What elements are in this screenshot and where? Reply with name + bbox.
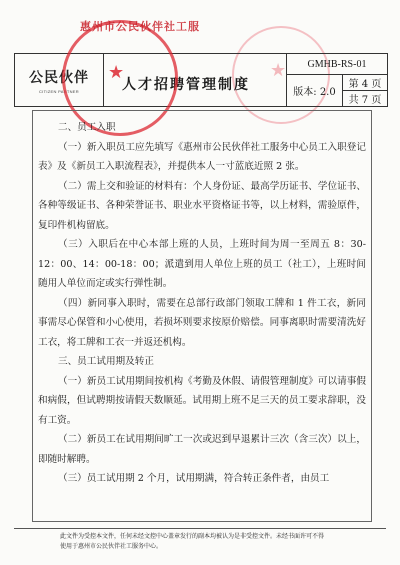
- paragraph: （三）入职后在中心本部上班的人员，上班时间为周一至周五 8：30-12：00、14：00-18：00；派遣到用人单位上班的员工（社工），上班时间随用人单位而定或实行弹性制。: [38, 239, 366, 289]
- footer-notice: [60, 532, 360, 552]
- paragraph: （四）新同事入职时，需要在总部行政部门领取工牌和 1 件工衣，新同事需尽心保管和小心使用，若损坏则要求按原价赔偿。同事离职时需要清洗好工衣，将工牌和工衣一并返还机构。: [38, 297, 366, 348]
- page-number: 第 4 页: [343, 75, 387, 91]
- paragraph: （一）新员工试用期间按机构《考勤及休假、请假管理制度》可以请事假和病假，但试聘期按请假天数顺延。试用期上班不足三天的员工要求辞职，没有工资。: [38, 375, 366, 426]
- section-heading: 二、员工入职: [58, 122, 116, 133]
- seal-star-icon: ★: [108, 62, 125, 83]
- paragraph: （三）员工试用期 2 个月，试用期满，符合转正条件者，由员工: [58, 473, 330, 484]
- total-pages: 共 7 页: [348, 95, 382, 106]
- version-label: 版本: 2.0: [287, 75, 343, 106]
- paragraph: （一）新入职员工应先填写《惠州市公民伙伴社工服务中心员工入职登记表》及《新员工入职流程表》，并提供本人一寸蓝底近照 2 张。: [38, 141, 366, 172]
- document-body: [38, 118, 366, 489]
- document-code: GMHB-RS-01: [287, 54, 387, 75]
- seal-star-icon: ★: [270, 60, 287, 81]
- paragraph: （二）新员工在试用期间旷工一次或迟到早退累计三次（含三次）以上，即随时解聘。: [38, 434, 366, 465]
- section-heading: 三、员工试用期及转正: [58, 356, 154, 367]
- paragraph: （二）需上交和验证的材料有：个人身份证、最高学历证书、学位证书、各种等级证书、各种荣誉证书、职业水平资格证书等，以上材料，需验原件，复印件机构留底。: [38, 180, 366, 231]
- logo-subtext: CITIZEN PARTNER: [39, 88, 79, 94]
- document-meta: [287, 54, 387, 106]
- document-title: 人才招聘管理制度: [104, 54, 287, 106]
- footer-line-1: 此文件为受控本文件，任何未经文控中心盖章发行的副本均被认为是非受控文件。未经书面许可不得: [60, 533, 325, 540]
- seal-text: 惠州市公民伙伴社工服: [80, 20, 200, 33]
- footer-divider: [14, 528, 386, 529]
- footer-line-2: 使用于惠州市公民伙伴社工服务中心。: [60, 543, 163, 550]
- logo-text: 公民伙伴: [29, 69, 89, 86]
